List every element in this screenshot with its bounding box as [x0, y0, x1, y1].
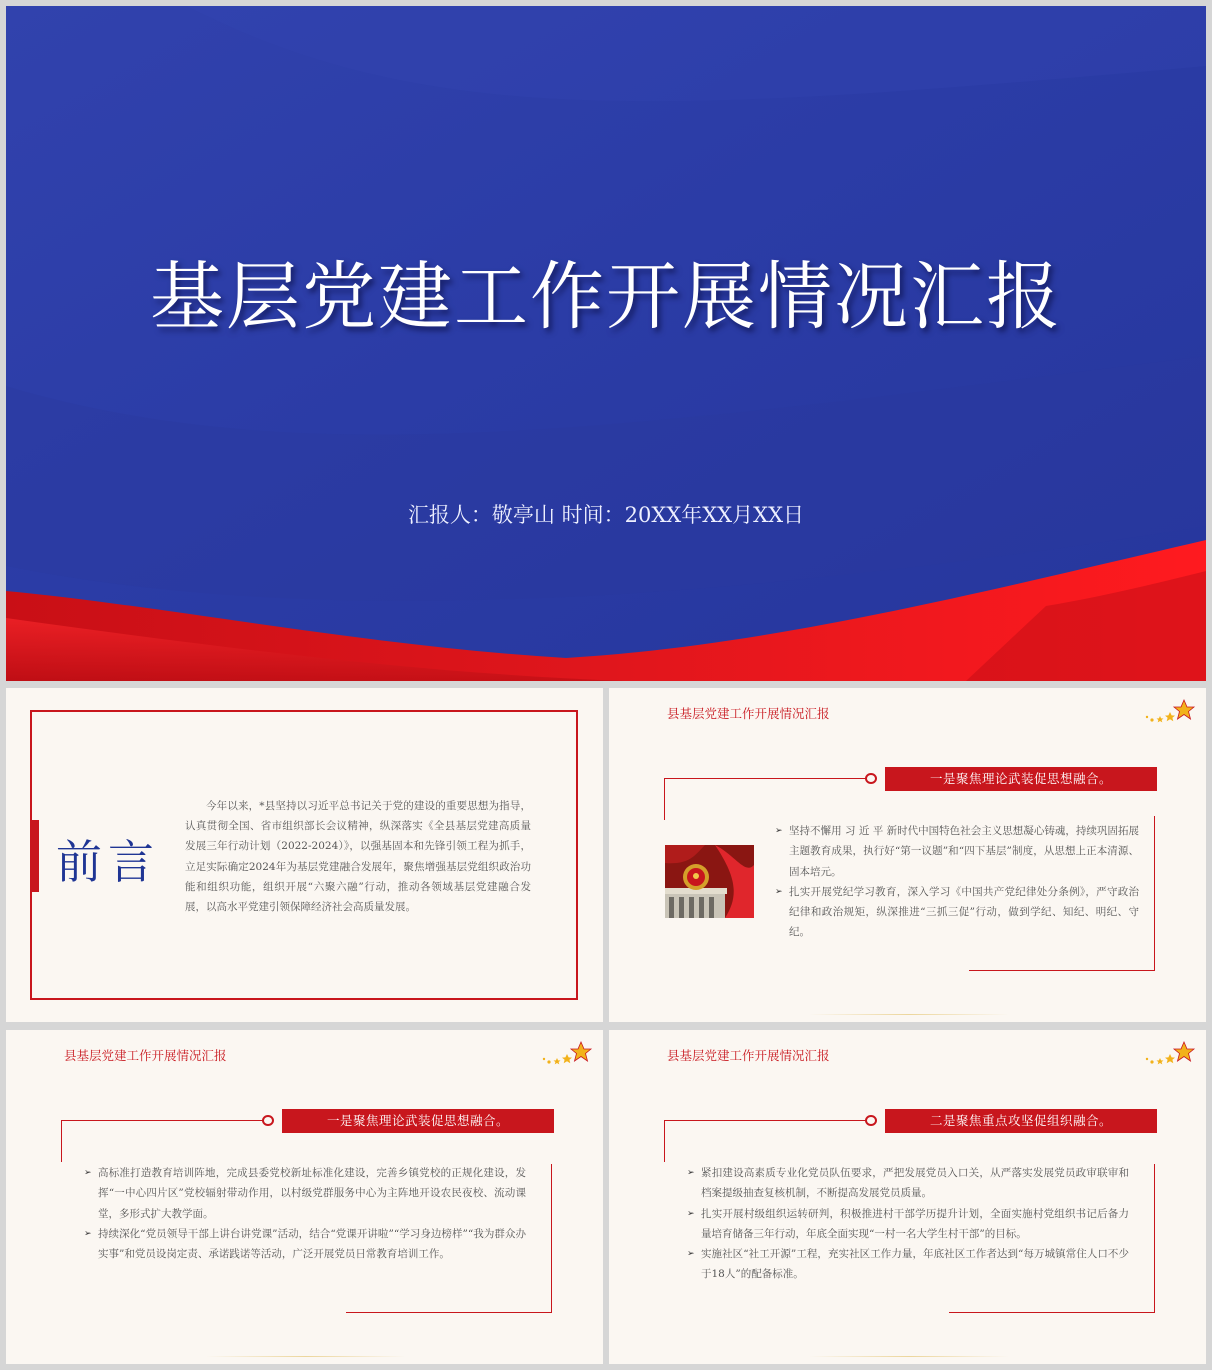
slide-header: 县基层党建工作开展情况汇报: [64, 1048, 227, 1063]
section-banner: 二是聚焦重点攻坚促组织融合。: [885, 1109, 1157, 1133]
section-banner: 一是聚焦理论武装促思想融合。: [282, 1109, 554, 1133]
preface-slide[interactable]: [6, 688, 603, 1022]
lead-line: [61, 1120, 266, 1162]
cover-reporter-line: 汇报人：敬亭山 时间：20XX年XX月XX日: [407, 503, 805, 527]
section-banner: 一是聚焦理论武装促思想融合。: [885, 767, 1157, 791]
list-item: ➢ 扎实开展村级组织运转研判，积极推进村干部学历提升计划，全面实施村党组织书记后备力量培育储备三年行动，年底全面实现“一村一名大学生村干部”的目标。: [687, 1204, 1129, 1245]
bullet-list: [775, 821, 1139, 943]
lead-line: [664, 778, 869, 820]
bullet-list: [687, 1163, 1129, 1285]
section-slide-two[interactable]: [609, 1030, 1206, 1364]
lead-line: [664, 1120, 869, 1162]
list-item: ➢ 坚持不懈用 习 近 平 新时代中国特色社会主义思想凝心铸魂，持续巩固拓展主题教育成果，执行好“第一议题”和“四下基层”制度，从思想上正本清源、固本培元。: [775, 821, 1139, 882]
list-item: ➢ 实施社区“社工开源”工程，充实社区工作力量，年底社区工作者达到“每万城镇常住人口不少于18人”的配备标准。: [687, 1244, 1129, 1285]
stars-decoration-icon: [1144, 1040, 1198, 1070]
list-item: ➢ 持续深化“党员领导干部上讲台讲党课”活动，结合“党课开讲啦”“学习身边榜样”“我为群众办实事”和党员设岗定责、承诺践诺等活动，广泛开展党员日常教育培训工作。: [84, 1224, 526, 1265]
bottom-glow: [809, 1014, 1009, 1015]
bottom-glow: [206, 1356, 406, 1357]
section-slide-one-a[interactable]: [609, 688, 1206, 1022]
slide-header: 县基层党建工作开展情况汇报: [667, 1048, 830, 1063]
section-slide-one-b[interactable]: [6, 1030, 603, 1364]
stars-decoration-icon: [1144, 698, 1198, 728]
cover-slide[interactable]: [6, 6, 1206, 681]
slide-header: 县基层党建工作开展情况汇报: [667, 706, 830, 721]
stars-decoration-icon: [541, 1040, 595, 1070]
preface-accent-bar: [31, 820, 39, 892]
list-item: ➢ 高标准打造教育培训阵地，完成县委党校新址标准化建设，完善乡镇党校的正规化建设，发挥“一中心四片区”党校辐射带动作用，以村级党群服务中心为主阵地开设农民夜校、流动课堂，多形式扩大教学面。: [84, 1163, 526, 1224]
preface-title: 前言: [56, 835, 160, 889]
bottom-glow: [809, 1356, 1009, 1357]
list-item: ➢ 扎实开展党纪学习教育，深入学习《中国共产党纪律处分条例》，严守政治纪律和政治规矩，纵深推进“三抓三促”行动，做到学纪、知纪、明纪、守纪。: [775, 882, 1139, 943]
great-hall-emblem-photo: [665, 845, 754, 918]
lead-dot: [865, 1115, 877, 1126]
cover-title: 基层党建工作开展情况汇报: [150, 254, 1062, 340]
bullet-list: [84, 1163, 526, 1264]
list-item: ➢ 紧扣建设高素质专业化党员队伍要求，严把发展党员入口关，从严落实发展党员政审联审和档案提级抽查复核机制，不断提高发展党员质量。: [687, 1163, 1129, 1204]
preface-body: 今年以来，*县坚持以习近平总书记关于党的建设的重要思想为指导，认真贯彻全国、省市组织部长会议精神，纵深落实《全县基层党建高质量发展三年行动计划（2022-2024）》，以强基固本和先锋引领工程为抓手，立足实际确定2024年为基层党建融合发展年，聚焦增强基层党组织政治功能和组织功能，组织开展“六聚六融”行动，推动各领域基层党建融合发展，以高水平党建引领保障经济社会高质量发展。: [185, 800, 531, 914]
lead-dot: [865, 773, 877, 784]
lead-dot: [262, 1115, 274, 1126]
